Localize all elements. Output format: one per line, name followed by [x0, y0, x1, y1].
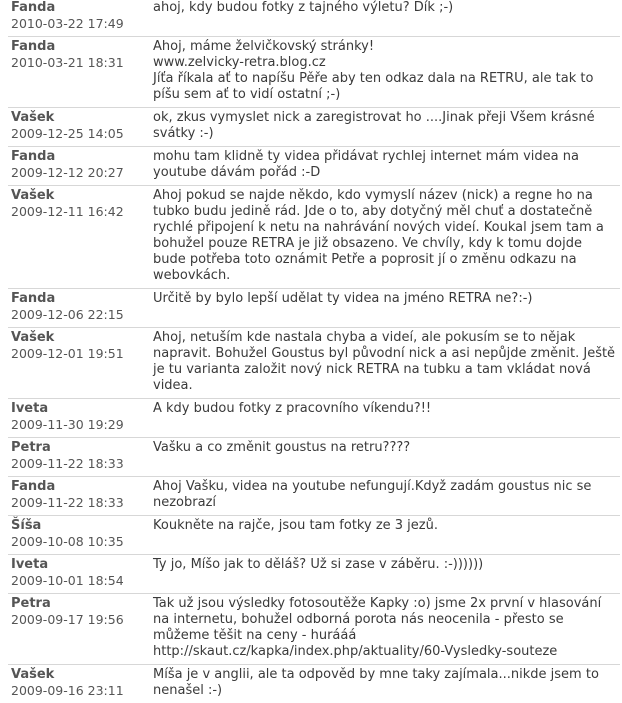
- entry-message: Ahoj pokud se najde někdo, kdo vymyslí název (nick) a regne ho na tubko budu jedině rád. Jde o to, aby dotyčný měl chuť a dostatečně rychlé připojení k netu na nahrávání nových videí. Koukal jsem tam a bohužel pouze RETRA je již obsazeno. Ve chvíly, kdy k tomu dojde bude potřeba toto oznámit Petře a poprosit jí o změnu odkazu na webovkách.: [153, 188, 616, 284]
- entry-message-cell: [141, 328, 620, 399]
- entry-author: Vašek: [11, 188, 137, 204]
- guestbook-entry: [8, 516, 620, 555]
- entry-author: Fanda: [11, 149, 137, 165]
- entry-meta: [8, 147, 141, 186]
- guestbook-entries: [8, 0, 620, 703]
- entry-message-cell: [141, 438, 620, 477]
- entry-message-cell: [141, 555, 620, 594]
- entry-author: Iveta: [11, 557, 137, 573]
- entry-date: 2009-10-01 18:54: [11, 573, 137, 589]
- guestbook-entry: [8, 665, 620, 703]
- entry-meta: [8, 665, 141, 703]
- entry-message-cell: [141, 516, 620, 555]
- guestbook-entry: [8, 594, 620, 665]
- entry-author: Vašek: [11, 110, 137, 126]
- entry-message-cell: [141, 289, 620, 328]
- entry-meta: [8, 289, 141, 328]
- entry-message: Tak už jsou výsledky fotosoutěže Kapky :o) jsme 2x první v hlasování na internetu, bohužel odborná porota nás neocenila - přesto se můžeme těšit na ceny - hurááá http://skaut.cz/kapka/index.php/aktuality/60-Vysledky-souteze: [153, 596, 616, 660]
- entry-date: 2010-03-21 18:31: [11, 55, 137, 71]
- entry-meta: [8, 0, 141, 37]
- entry-message: Ahoj, netuším kde nastala chyba a videí, ale pokusím se to nějak napravit. Bohužel Goustus byl původní nick a asi nepůjde změnit. Ještě je tu varianta založit nový nick RETRA na tubku a tam vkládat nová videa.: [153, 330, 616, 394]
- entry-date: 2009-12-12 20:27: [11, 165, 137, 181]
- entry-message-cell: [141, 0, 620, 37]
- entry-date: 2009-09-16 23:11: [11, 683, 137, 699]
- entry-date: 2009-09-17 19:56: [11, 612, 137, 628]
- entry-meta: [8, 37, 141, 108]
- entry-author: Petra: [11, 596, 137, 612]
- entry-date: 2009-12-06 22:15: [11, 307, 137, 323]
- entry-message-cell: [141, 399, 620, 438]
- entry-author: Petra: [11, 440, 137, 456]
- guestbook-entry: [8, 0, 620, 37]
- entry-message-cell: [141, 594, 620, 665]
- guestbook-entry: [8, 289, 620, 328]
- entry-meta: [8, 477, 141, 516]
- entry-meta: [8, 516, 141, 555]
- entry-date: 2009-11-22 18:33: [11, 495, 137, 511]
- entry-meta: [8, 108, 141, 147]
- guestbook-entry: [8, 555, 620, 594]
- guestbook-table: [8, 0, 620, 703]
- entry-meta: [8, 555, 141, 594]
- entry-meta: [8, 328, 141, 399]
- entry-message: Koukněte na rajče, jsou tam fotky ze 3 jezů.: [153, 518, 616, 534]
- entry-message: ahoj, kdy budou fotky z tajného výletu? Dík ;-): [153, 0, 616, 16]
- entry-author: Iveta: [11, 401, 137, 417]
- guestbook-entry: [8, 328, 620, 399]
- guestbook-entry: [8, 438, 620, 477]
- entry-message: A kdy budou fotky z pracovního víkendu?!!: [153, 401, 616, 417]
- guestbook-entry: [8, 108, 620, 147]
- guestbook-entry: [8, 186, 620, 289]
- entry-message: mohu tam klidně ty videa přidávat rychlej internet mám videa na youtube dávám pořád :-D: [153, 149, 616, 181]
- entry-date: 2009-12-01 19:51: [11, 346, 137, 362]
- entry-date: 2009-11-30 19:29: [11, 417, 137, 433]
- entry-author: Fanda: [11, 291, 137, 307]
- entry-author: Fanda: [11, 39, 137, 55]
- entry-message-cell: [141, 477, 620, 516]
- entry-author: Fanda: [11, 479, 137, 495]
- entry-message-cell: [141, 108, 620, 147]
- entry-date: 2009-10-08 10:35: [11, 534, 137, 550]
- entry-message: Vašku a co změnit goustus na retru????: [153, 440, 616, 456]
- entry-message-cell: [141, 186, 620, 289]
- entry-meta: [8, 438, 141, 477]
- entry-message-cell: [141, 37, 620, 108]
- entry-date: 2009-12-25 14:05: [11, 126, 137, 142]
- guestbook-entry: [8, 399, 620, 438]
- entry-message: ok, zkus vymyslet nick a zaregistrovat ho ....Jinak přeji Všem krásné svátky :-): [153, 110, 616, 142]
- entry-date: 2009-12-11 16:42: [11, 204, 137, 220]
- entry-meta: [8, 594, 141, 665]
- entry-message: Ahoj, máme želvičkovský stránky! www.zelvicky-retra.blog.cz Jíťa říkala ať to napíšu Pěře aby ten odkaz dala na RETRU, ale tak to píšu sem ať to vidí ostatní ;-): [153, 39, 616, 103]
- entry-message-cell: [141, 665, 620, 703]
- entry-message: Míša je v anglii, ale ta odpověd by mne taky zajímala...nikde jsem to nenašel :-): [153, 667, 616, 699]
- entry-author: Šíša: [11, 518, 137, 534]
- guestbook-entry: [8, 477, 620, 516]
- entry-author: Vašek: [11, 667, 137, 683]
- entry-message: Určitě by bylo lepší udělat ty videa na jméno RETRA ne?:-): [153, 291, 616, 307]
- guestbook-entry: [8, 147, 620, 186]
- entry-meta: [8, 399, 141, 438]
- entry-date: 2009-11-22 18:33: [11, 456, 137, 472]
- entry-message: Ty jo, Míšo jak to děláš? Už si zase v záběru. :-)))))): [153, 557, 616, 573]
- entry-message-cell: [141, 147, 620, 186]
- entry-date: 2010-03-22 17:49: [11, 16, 137, 32]
- entry-message: Ahoj Vašku, videa na youtube nefungují.Když zadám goustus nic se nezobrazí: [153, 479, 616, 511]
- entry-author: Fanda: [11, 0, 137, 16]
- guestbook-entry: [8, 37, 620, 108]
- entry-author: Vašek: [11, 330, 137, 346]
- entry-meta: [8, 186, 141, 289]
